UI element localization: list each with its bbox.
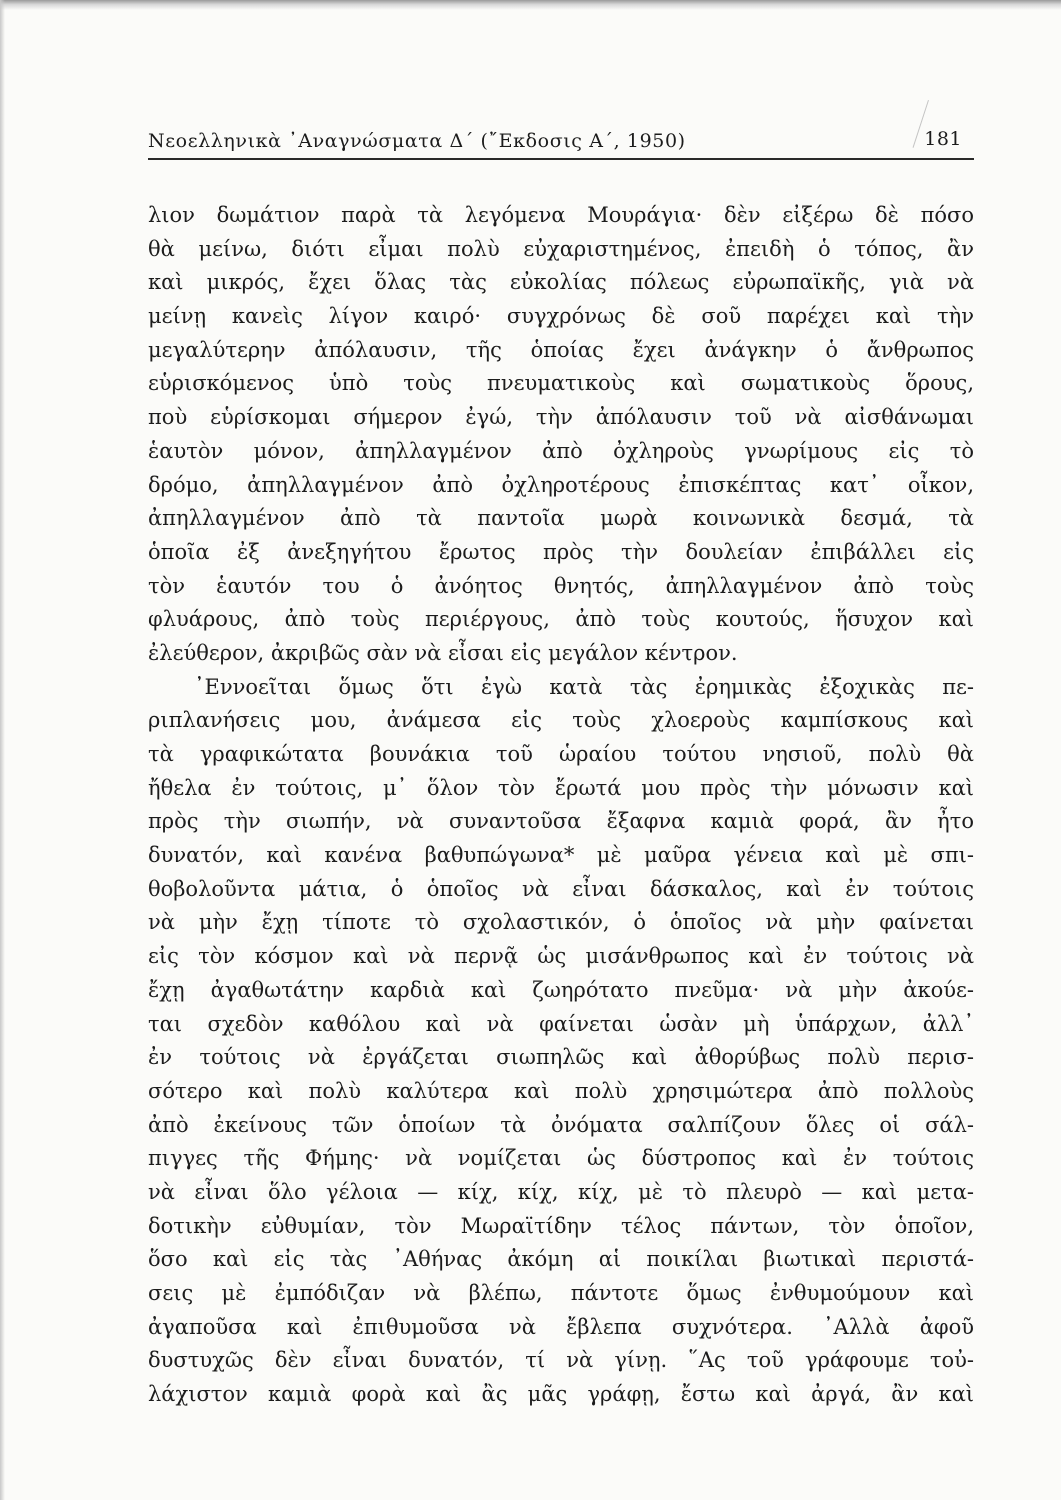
text-line: λάχιστον καμιὰ φορὰ καὶ ἂς μᾶς γράφῃ, ἔστω καὶ ἀργά, ἂν καὶ bbox=[148, 1382, 974, 1407]
text-line: ὁποῖα ἐξ ἀνεξηγήτου ἔρωτος πρὸς τὴν δουλείαν ἐπιβάλλει εἰς bbox=[148, 539, 974, 564]
text-line: πιγγες τῆς Φήμης· νὰ νομίζεται ὡς δύστροπος καὶ ἐν τούτοις bbox=[148, 1146, 974, 1171]
scan-edge-top bbox=[0, 0, 1061, 10]
text-line: θὰ μείνω, διότι εἶμαι πολὺ εὐχαριστημένος, ἐπειδὴ ὁ τόπος, ἂν bbox=[148, 236, 974, 261]
text-line: ὅσο καὶ εἰς τὰς ᾿Αθήνας ἀκόμη αἱ ποικίλαι βιωτικαὶ περιστά- bbox=[148, 1247, 974, 1272]
scan-edge-left bbox=[0, 0, 5, 1500]
text-line: τὰ γραφικώτατα βουνάκια τοῦ ὡραίου τούτου νησιοῦ, πολὺ θὰ bbox=[148, 742, 974, 766]
text-line: φλυάρους, ἀπὸ τοὺς περιέργους, ἀπὸ τοὺς κουτούς, ἥσυχον καὶ bbox=[148, 607, 974, 632]
text-line: ἑαυτὸν μόνον, ἀπηλλαγμένον ἀπὸ ὀχληροὺς γνωρίμους εἰς τὸ bbox=[148, 438, 974, 463]
text-line: λιον δωμάτιον παρὰ τὰ λεγόμενα Μουράγια· δὲν εἰξέρω δὲ πόσο bbox=[148, 203, 974, 227]
text-line: ποὺ εὑρίσκομαι σήμερον ἐγώ, τὴν ἀπόλαυσιν τοῦ νὰ αἰσθάνωμαι bbox=[148, 405, 974, 430]
text-line: ἐν τούτοις νὰ ἐργάζεται σιωπηλῶς καὶ ἀθορύβως πολὺ περισ- bbox=[148, 1045, 974, 1070]
text-line: δυστυχῶς δὲν εἶναι δυνατόν, τί νὰ γίνῃ. ῞Ας τοῦ γράφουμε τοὐ- bbox=[148, 1348, 974, 1373]
running-title: Νεοελληνικὰ ᾿Αναγνώσματα Δ΄ (῎Εκδοσις Α΄, 1950) bbox=[148, 130, 686, 152]
text-line: δυνατόν, καὶ κανένα βαθυπώγωνα* μὲ μαῦρα γένεια καὶ μὲ σπι- bbox=[148, 843, 974, 868]
text-line: σεις μὲ ἐμπόδιζαν νὰ βλέπω, πάντοτε ὅμως ἐνθυμούμουν καὶ bbox=[148, 1281, 974, 1305]
running-head bbox=[148, 126, 974, 160]
text-line: καὶ μικρός, ἔχει ὅλας τὰς εὐκολίας πόλεως εὐρωπαϊκῆς, γιὰ νὰ bbox=[148, 270, 974, 295]
text-line: ἔχῃ ἀγαθωτάτην καρδιὰ καὶ ζωηρότατο πνεῦμα· νὰ μὴν ἀκούε- bbox=[148, 977, 974, 1002]
body-text bbox=[148, 199, 974, 1412]
text-line: ἤθελα ἐν τούτοις, μ᾿ ὅλον τὸν ἔρωτά μου πρὸς τὴν μόνωσιν καὶ bbox=[148, 775, 974, 800]
text-line: εὑρισκόμενος ὑπὸ τοὺς πνευματικοὺς καὶ σωματικοὺς ὅρους, bbox=[148, 371, 974, 396]
text-line: ριπλανήσεις μου, ἀνάμεσα εἰς τοὺς χλοεροὺς καμπίσκους καὶ bbox=[148, 708, 974, 733]
text-line: ἀπὸ ἐκείνους τῶν ὁποίων τὰ ὀνόματα σαλπίζουν ὅλες οἱ σάλ- bbox=[148, 1112, 974, 1137]
paragraph-start-line: ᾿Εννοεῖται ὅμως ὅτι ἐγὼ κατὰ τὰς ἐρημικὰς ἐξοχικὰς πε- bbox=[194, 674, 974, 699]
text-line: ται σχεδὸν καθόλου καὶ νὰ φαίνεται ὡσὰν μὴ ὑπάρχων, ἀλλ᾿ bbox=[148, 1011, 974, 1036]
page-number: 181 bbox=[924, 128, 962, 150]
text-line: πρὸς τὴν σιωπήν, νὰ συναντοῦσα ἔξαφνα καμιὰ φορά, ἂν ἦτο bbox=[148, 809, 974, 834]
text-line: τὸν ἑαυτόν του ὁ ἀνόητος θνητός, ἀπηλλαγμένον ἀπὸ τοὺς bbox=[148, 573, 974, 598]
text-line: δρόμο, ἀπηλλαγμένον ἀπὸ ὀχληροτέρους ἐπισκέπτας κατ᾿ οἶκον, bbox=[148, 472, 974, 497]
text-line: μεγαλύτερην ἀπόλαυσιν, τῆς ὁποίας ἔχει ἀνάγκην ὁ ἄνθρωπος bbox=[148, 337, 974, 362]
text-line: ἀπηλλαγμένον ἀπὸ τὰ παντοῖα μωρὰ κοινωνικὰ δεσμά, τὰ bbox=[148, 506, 974, 531]
text-line: νὰ μὴν ἔχῃ τίποτε τὸ σχολαστικόν, ὁ ὁποῖος νὰ μὴν φαίνεται bbox=[148, 910, 974, 935]
text-line: νὰ εἶναι ὅλο γέλοια — κίχ, κίχ, κίχ, μὲ τὸ πλευρὸ — καὶ μετα- bbox=[148, 1179, 974, 1204]
text-line: ἀγαποῦσα καὶ ἐπιθυμοῦσα νὰ ἔβλεπα συχνότερα. ᾿Αλλὰ ἀφοῦ bbox=[148, 1314, 974, 1339]
text-line: θοβολοῦντα μάτια, ὁ ὁποῖος νὰ εἶναι δάσκαλος, καὶ ἐν τούτοις bbox=[148, 876, 974, 901]
text-line: μείνῃ κανεὶς λίγον καιρό· συγχρόνως δὲ σοῦ παρέχει καὶ τὴν bbox=[148, 304, 974, 329]
paragraph-end-line: ἐλεύθερον, ἀκριβῶς σὰν νὰ εἶσαι εἰς μεγάλον κέντρον. bbox=[148, 640, 738, 665]
text-line: εἰς τὸν κόσμον καὶ νὰ περνᾷ ὡς μισάνθρωπος καὶ ἐν τούτοις νὰ bbox=[148, 944, 974, 969]
text-line: δοτικὴν εὐθυμίαν, τὸν Μωραϊτίδην τέλος πάντων, τὸν ὁποῖον, bbox=[148, 1213, 974, 1238]
text-line: σότερο καὶ πολὺ καλύτερα καὶ πολὺ χρησιμώτερα ἀπὸ πολλοὺς bbox=[148, 1078, 974, 1103]
